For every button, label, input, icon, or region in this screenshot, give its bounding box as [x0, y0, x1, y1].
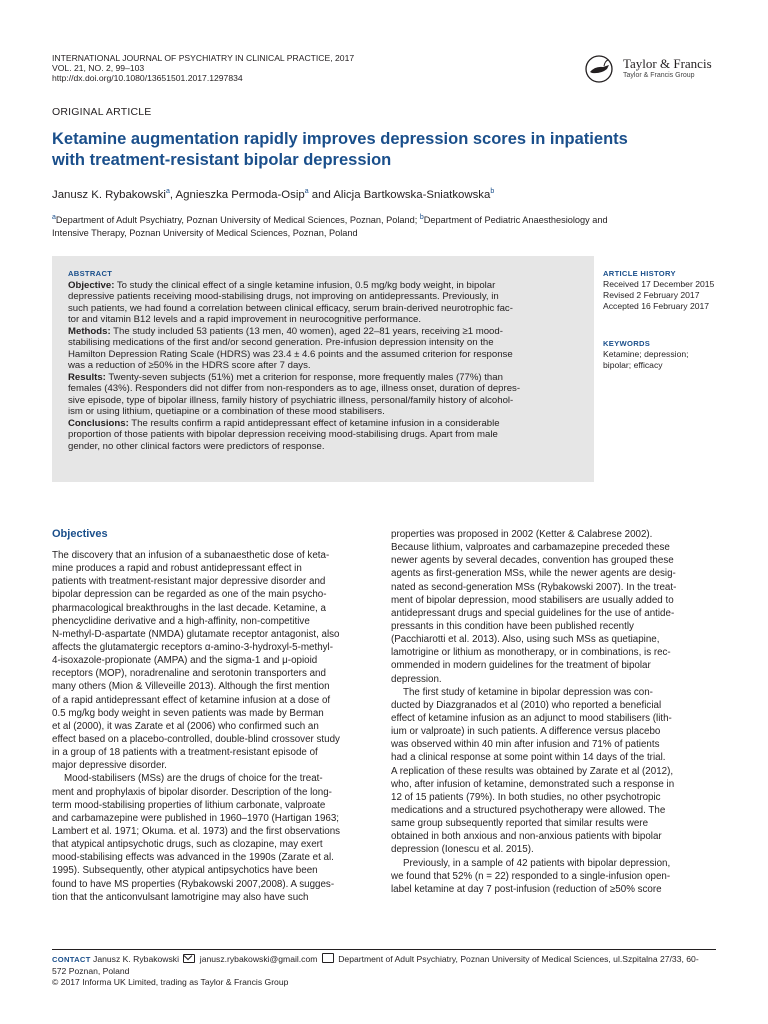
journal-doi-link[interactable]: http://dx.doi.org/10.1080/13651501.2017.1297834 — [52, 73, 243, 83]
body-text-line: The first study of ketamine in bipolar depression was con- — [403, 686, 653, 698]
body-text-line: tion that the anticonvulsant lamotrigine may also have such — [52, 891, 309, 903]
body-text-line: receptors (MOP), noradrenaline and serotonin transporters and — [52, 668, 326, 680]
body-text-line: (Pacchiarotti et al. 2013). Also, using such MSs as quetiapine, — [391, 634, 660, 646]
body-text-line: mine produces a rapid and robust antidepressant effect in — [52, 563, 302, 575]
abstract-line: gender, no other clinical factors were predictors of response. — [68, 440, 325, 452]
body-text-line: et al (2000), it was Zarate et al (2006) who confirmed such an — [52, 720, 319, 732]
keywords-line: bipolar; efficacy — [603, 360, 663, 370]
body-text-line: same group subsequently reported that similar results were — [391, 818, 649, 830]
body-column-right — [391, 528, 716, 896]
body-text-line: 1995). Subsequently, other atypical antipsychotics have been — [52, 865, 318, 877]
body-text-line: major depressive disorder. — [52, 760, 167, 772]
body-text-line: phencyclidine derivative and a high-affinity, non-competitive — [52, 615, 310, 627]
article-type: ORIGINAL ARTICLE — [52, 106, 152, 118]
body-text-line: The discovery that an infusion of a subanaesthetic dose of keta- — [52, 550, 330, 561]
affiliation-marker: a — [304, 188, 309, 195]
body-text-line: pharmacological breakthroughs in the last decade. Ketamine, a — [52, 602, 326, 614]
history-revised: Revised 2 February 2017 — [603, 290, 700, 300]
body-text-line: antidepressant drugs and special guidelines for the use of antide- — [391, 607, 675, 619]
abstract-line: Conclusions: The results confirm a rapid antidepressant effect of ketamine infusion in a considerable — [68, 417, 500, 429]
body-text-line: lamotrigine or lithium as monotherapy, or in combinations, is rec- — [391, 647, 671, 659]
author-name: Janusz K. Rybakowski — [52, 188, 166, 201]
body-text-line: pressants in this condition have been published recently — [391, 620, 634, 632]
title-line: with treatment-resistant bipolar depression — [52, 151, 392, 169]
article-title — [52, 129, 628, 171]
abstract-line: Hamilton Depression Rating Scale (HDRS) was 23.4 ± 4.6 points and the assumed criterion for response — [68, 348, 513, 360]
affiliation-line: $^a$Department of Adult Psychiatry, Poznan University of Medical Sciences, Poznan, Poland; $^b$Department of Pediatric Anaesthesiology and — [52, 214, 608, 226]
body-text-line: properties was proposed in 2002 (Ketter & Calabrese 2002). — [391, 529, 653, 540]
body-text-line: in a group of 18 patients with a treatment-resistant episode of — [52, 747, 318, 759]
footer — [52, 953, 699, 989]
abstract-line: females (43%). Responders did not differ from non-responders as to age, illness onset, duration of depres- — [68, 383, 521, 394]
affiliation-marker: b — [490, 188, 495, 195]
abstract-heading: ABSTRACT — [68, 269, 113, 278]
publisher-group: Taylor & Francis Group — [623, 72, 695, 79]
author-name: , Agnieszka Permoda-Osip — [169, 188, 305, 201]
abstract-line: Objective: To study the clinical effect of a single ketamine infusion, 0.5 mg/kg body weight, in bipolar — [68, 279, 496, 291]
address-line: 572 Poznan, Poland — [52, 965, 130, 976]
affiliation-marker: a — [165, 188, 170, 195]
body-text-line: depression. — [391, 673, 442, 685]
section-heading: Objectives — [52, 528, 108, 540]
abstract-line: sive episode, type of bipolar illness, family history of psychiatric illness, personal/family history of alcohol- — [68, 394, 514, 406]
body-text-line: medications and a structured psychotherapy were allowed. The — [391, 804, 666, 816]
body-text-line: effect of ketamine infusion as an adjunct to mood stabilisers (lith- — [391, 712, 672, 724]
address-icon — [322, 953, 334, 963]
article-history — [603, 268, 714, 312]
history-received: Received 17 December 2015 — [603, 279, 715, 289]
body-text-line: bipolar depression can be regarded as one of the main psycho- — [52, 589, 327, 601]
journal-volume: VOL. 21, NO. 2, 99–103 — [52, 63, 145, 73]
body-text-line: N-methyl-D-aspartate (NMDA) glutamate receptor antagonist, also — [52, 628, 340, 640]
email-icon — [183, 954, 195, 963]
abstract-line: tor and vitamin B12 levels and a rapid improvement in neurocognitive performance. — [68, 314, 422, 325]
body-text-line: A replication of these results was obtained by Zarate et al (2012), — [391, 765, 674, 777]
body-text-line: who, after infusion of ketamine, demonstrated such a response in — [391, 778, 675, 790]
body-text-line: ommended in modern guidelines for the treatment of bipolar — [391, 660, 651, 672]
author-name: and Alicja Bartkowska-Sniatkowska — [308, 188, 491, 201]
history-accepted: Accepted 16 February 2017 — [603, 301, 710, 311]
body-text-line: effect based on a placebo-controlled, double-blind crossover study — [52, 733, 340, 745]
abstract-line: ism or using lithium, quetiapine or a combination of these mood stabilisers. — [68, 406, 385, 417]
affiliations — [52, 211, 608, 240]
body-text-line: had a clinical response at some point within 14 days of the trial. — [391, 752, 666, 764]
abstract-line: such patients, we had found a correlation between clinical efficacy, serum brain-derived neurotrophic fac- — [68, 302, 513, 314]
affiliation-line: Intensive Therapy, Poznan University of Medical Sciences, Poznan, Poland — [52, 228, 358, 239]
body-text-line: depression (Ionescu et al. 2015). — [391, 844, 534, 856]
history-heading: ARTICLE HISTORY — [603, 269, 676, 278]
abstract-line: depressive patients receiving mood-stabilising drugs, not improving on antidepressants. Previously, in — [68, 291, 499, 302]
abstract-line: Results: Twenty-seven subjects (51%) met a criterion for response, more frequently males (77%) than — [68, 371, 503, 383]
body-text-line: nated as second-generation MSs (Rybakowski 2007). In the treat- — [391, 581, 677, 593]
abstract — [68, 268, 520, 452]
body-text-line: obtained in both anxious and non-anxious patients with bipolar — [391, 831, 662, 843]
body-text-line: ium or valproate) in such patients. A difference versus placebo — [391, 726, 661, 738]
body-text-line: that atypical antipsychotic drugs, such as clozapine, may exert — [52, 839, 323, 851]
body-text-line: of a rapid antidepressant effect of ketamine infusion at a dose of — [52, 694, 331, 706]
body-text-line: found to have MS properties (Rybakowski 2007,2008). A sugges- — [52, 878, 335, 890]
keywords — [603, 338, 689, 371]
abstract-line: was a reduction of ≥50% in the HDRS score after 7 days. — [68, 360, 311, 371]
lamp-icon — [583, 54, 617, 84]
abstract-line: proportion of those patients with bipolar depression receiving mood-stabilising drugs. Apart from male — [68, 429, 498, 440]
abstract-line: Methods: The study included 53 patients (13 men, 40 women), aged 22–81 years, receiving ≥1 mood- — [68, 325, 503, 337]
body-text-line: many others (Mion & Villeveille 2013). Although the first mention — [52, 681, 330, 693]
body-text-line: term mood-stabilising properties of lithium carbonate, valproate — [52, 799, 326, 811]
body-text-line: newer agents by several decades, convention has grouped these — [391, 555, 674, 567]
body-text-line: ment of bipolar depression, mood stabilisers are usually added to — [391, 594, 674, 606]
body-text-line: agents as first-generation MSs, while the newer agents are desig- — [391, 568, 676, 580]
body-text-line: Previously, in a sample of 42 patients with bipolar depression, — [403, 857, 671, 869]
keywords-heading: KEYWORDS — [603, 339, 651, 348]
body-text-line: patients with treatment-resistant major depressive disorder and — [52, 576, 326, 588]
publisher-logo — [583, 54, 723, 86]
author-list — [52, 188, 494, 201]
body-text-line: we found that 52% (n = 22) responded to a single-infusion open- — [391, 870, 671, 882]
journal-info — [52, 53, 354, 83]
body-text-line: Mood-stabilisers (MSs) are the drugs of choice for the treat- — [64, 773, 323, 785]
body-text-line: and carbamazepine were published in 1960–1970 (Hartigan 1963; — [52, 812, 340, 824]
abstract-line: stabilising medications of the first and/or second generation. Pre-infusion depression intensity on the — [68, 337, 494, 348]
body-text-line: Because lithium, valproates and carbamazepine preceded these — [391, 542, 670, 554]
body-text-line: 4-isoxazole-propionate (AMPA) and the sigma-1 and μ-opioid — [52, 655, 318, 667]
body-text-line: ducted by Diazgranados et al (2010) who reported a beneficial — [391, 699, 662, 711]
keywords-line: Ketamine; depression; — [603, 349, 689, 359]
body-text-line: label ketamine at day 7 post-infusion (reduction of ≥50% score — [391, 883, 662, 895]
copyright: © 2017 Informa UK Limited, trading as Taylor & Francis Group — [52, 977, 289, 987]
email-link[interactable]: janusz.rybakowski@gmail.com — [199, 954, 318, 964]
title-line: Ketamine augmentation rapidly improves depression scores in inpatients — [52, 130, 628, 148]
publisher-name: Taylor & Francis — [623, 56, 712, 71]
contact-line: CONTACT Janusz K. Rybakowski janusz.rybakowski@gmail.com Department of Adult Psychiatry, Poznan University of Medical Sciences, ul.Szpitalna 27/33, 60- — [52, 954, 699, 964]
body-text-line: mood-stabilising effects was advanced in the 1990s (Zarate et al. — [52, 852, 334, 864]
body-text-line: affects the glutamatergic receptors α-amino-3-hydroxyl-5-methyl- — [52, 641, 333, 653]
journal-name: INTERNATIONAL JOURNAL OF PSYCHIATRY IN CLINICAL PRACTICE, 2017 — [52, 53, 355, 63]
body-text-line: 12 of 15 patients (79%). In both studies, no other psychotropic — [391, 791, 661, 803]
body-text-line: ment and prophylaxis of bipolar disorder. Description of the long- — [52, 786, 332, 798]
footer-rule — [52, 949, 716, 950]
body-text-line: 0.5 mg/kg body weight in seven patients was made by Berman — [52, 707, 324, 719]
body-column-left — [52, 549, 377, 904]
body-text-line: was observed within 40 min after infusion and 71% of patients — [391, 739, 660, 751]
body-text-line: Lambert et al. 1971; Okuma. et al. 1973) and the first observations — [52, 825, 341, 837]
